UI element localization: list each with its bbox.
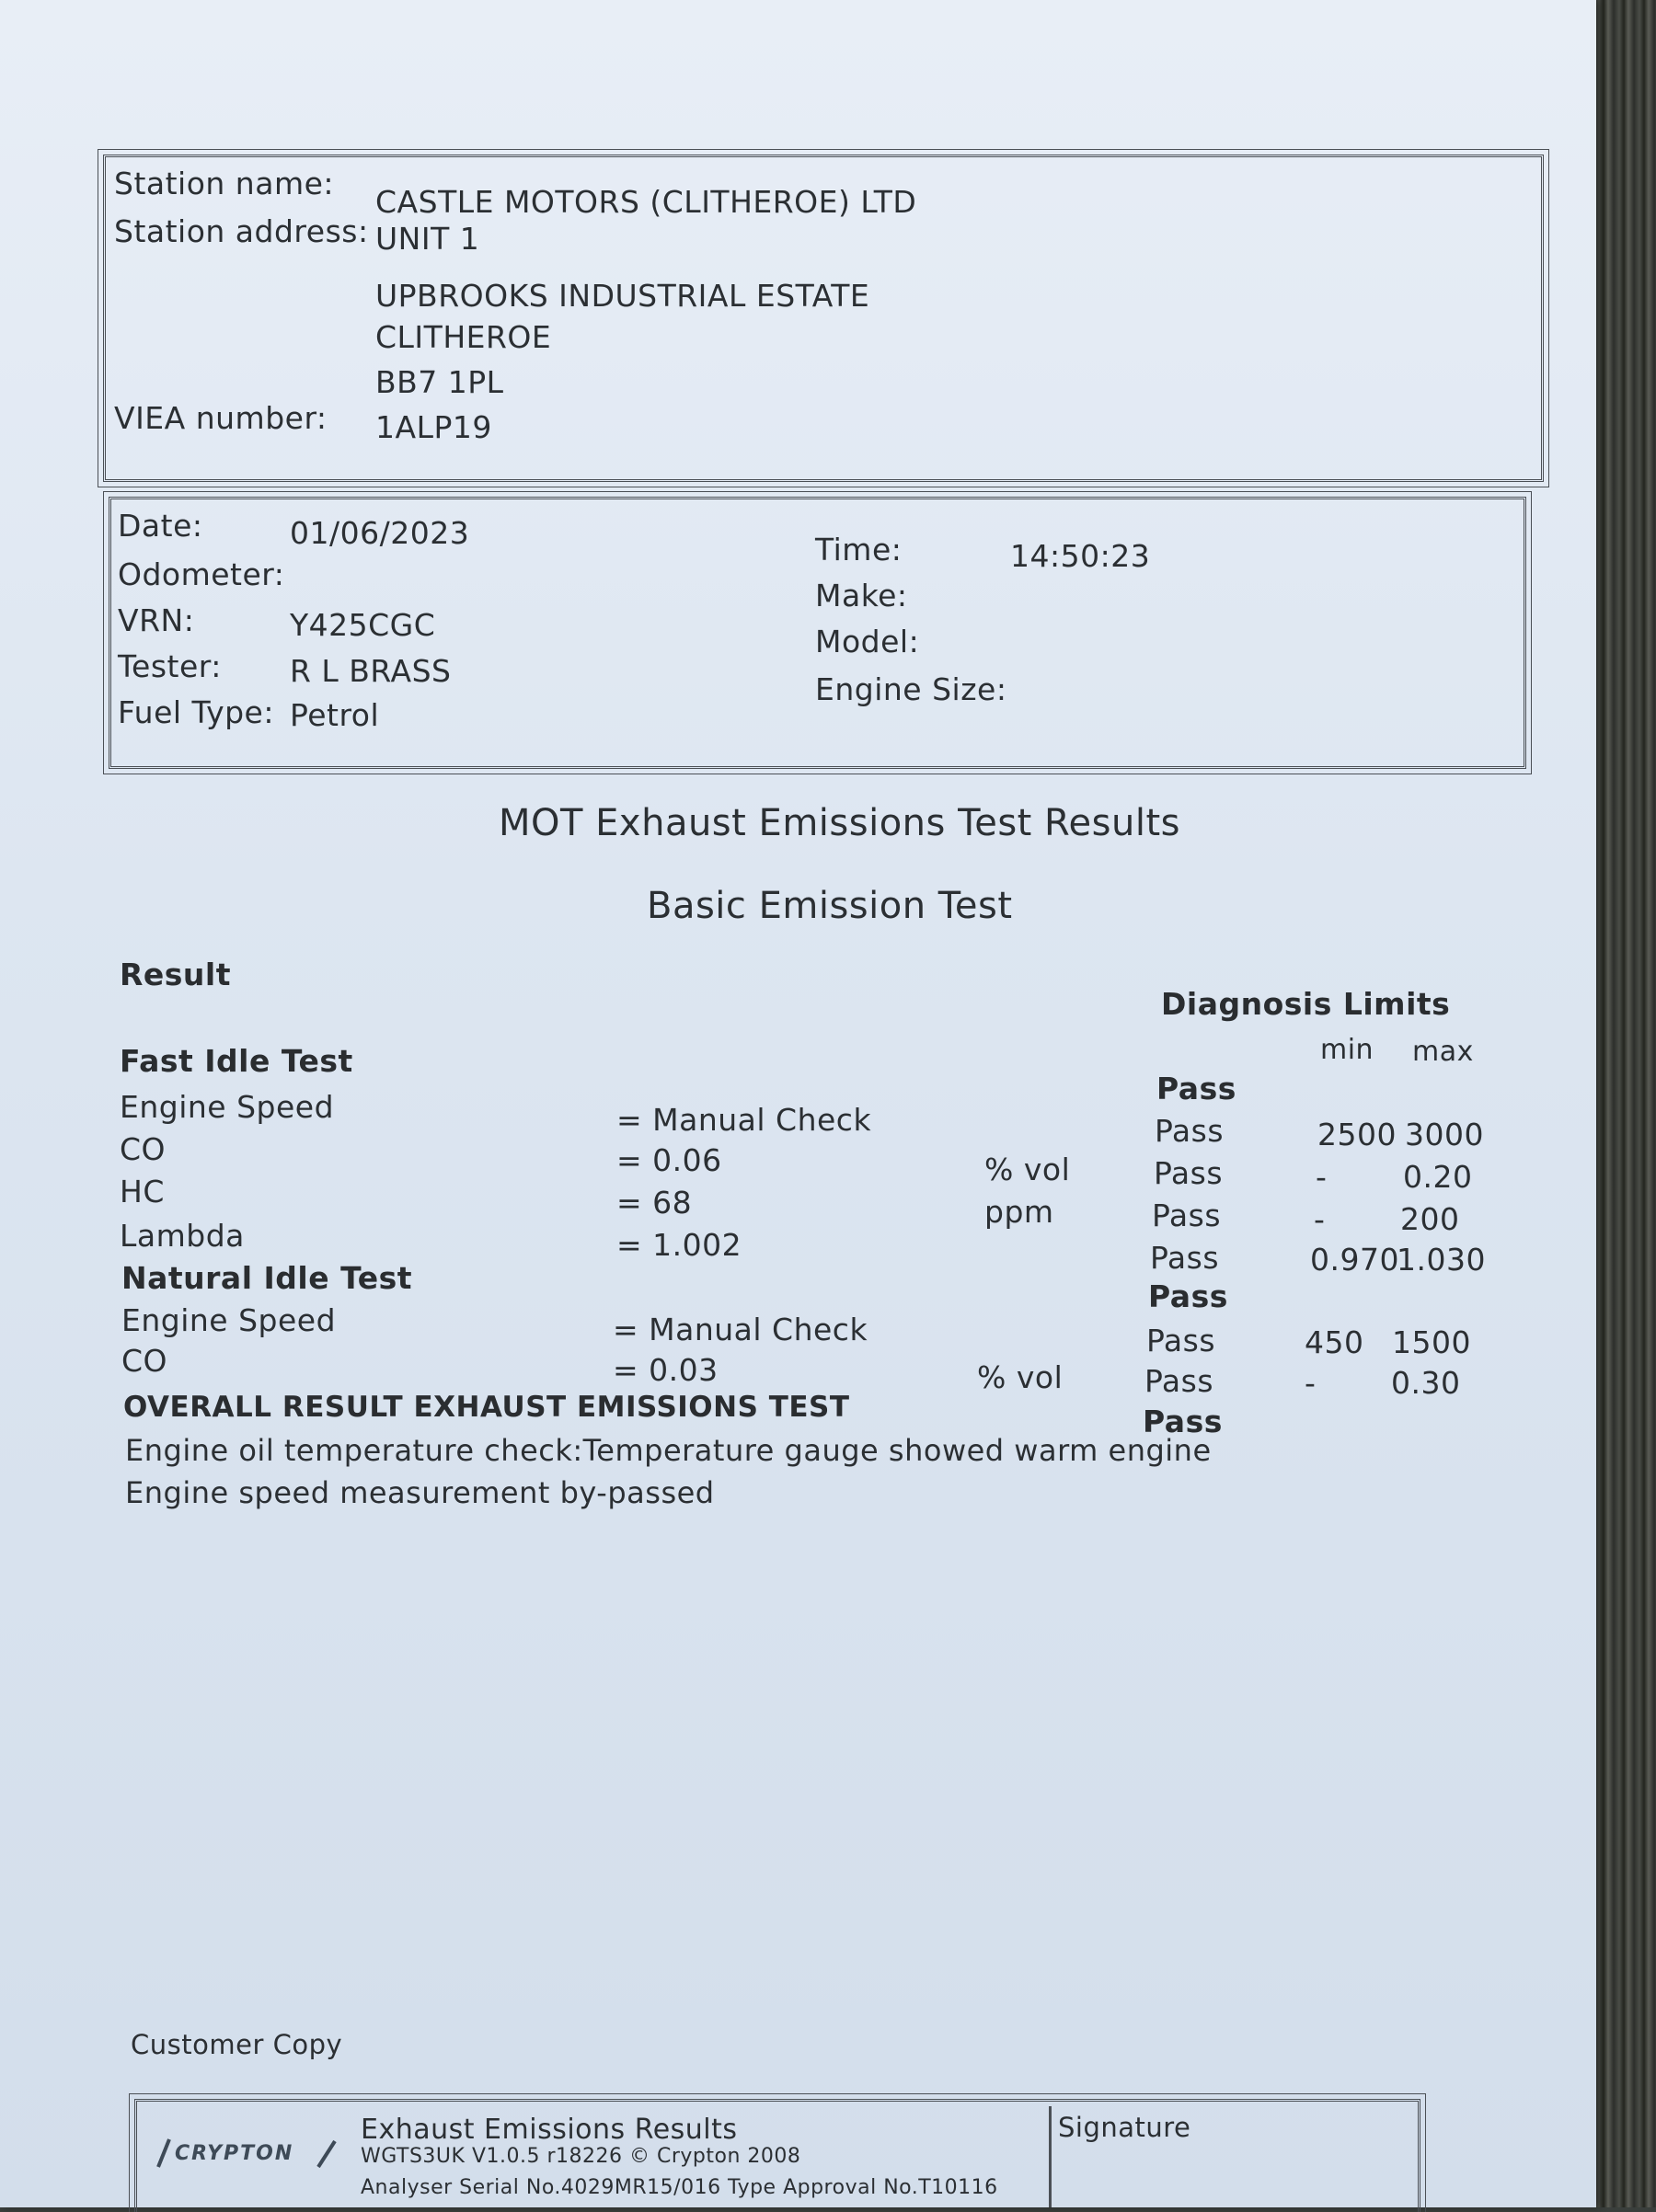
odometer-label: Odometer: bbox=[118, 556, 285, 592]
natural-idle-co-status: Pass bbox=[1144, 1363, 1214, 1399]
engine-size-label: Engine Size: bbox=[815, 671, 1007, 707]
fast-idle-co-value: = 0.06 bbox=[616, 1142, 722, 1178]
note-line-1: Engine oil temperature check:Temperature gauge showed warm engine bbox=[125, 1433, 1212, 1468]
natural-idle-heading: Natural Idle Test bbox=[121, 1260, 413, 1296]
fuel-type-label: Fuel Type: bbox=[118, 694, 274, 730]
fast-idle-engine-speed-status: Pass bbox=[1155, 1113, 1225, 1149]
station-name-label: Station name: bbox=[114, 166, 335, 201]
fast-idle-lambda-status: Pass bbox=[1150, 1240, 1220, 1276]
tester-value: R L BRASS bbox=[290, 653, 452, 689]
viea-number: 1ALP19 bbox=[375, 409, 492, 445]
natural-idle-status: Pass bbox=[1148, 1278, 1228, 1314]
fast-idle-hc-max: 200 bbox=[1400, 1201, 1460, 1237]
fast-idle-hc-unit: ppm bbox=[984, 1194, 1054, 1230]
fast-idle-hc-min: - bbox=[1314, 1201, 1326, 1237]
natural-idle-co-max: 0.30 bbox=[1391, 1365, 1461, 1401]
footer-version: WGTS3UK V1.0.5 r18226 © Crypton 2008 bbox=[361, 2145, 801, 2168]
diagnosis-limits-heading: Diagnosis Limits bbox=[1161, 986, 1451, 1022]
vrn-label: VRN: bbox=[118, 602, 195, 638]
station-name: CASTLE MOTORS (CLITHEROE) LTD bbox=[375, 184, 917, 220]
fast-idle-lambda-min: 0.970 bbox=[1310, 1242, 1399, 1278]
report-subtitle: Basic Emission Test bbox=[647, 885, 1013, 927]
time-label: Time: bbox=[815, 532, 903, 567]
model-label: Model: bbox=[815, 624, 920, 659]
result-heading: Result bbox=[120, 957, 232, 992]
fast-idle-hc-status: Pass bbox=[1152, 1198, 1222, 1233]
signature-divider bbox=[1049, 2106, 1052, 2207]
natural-idle-engine-speed-label: Engine Speed bbox=[121, 1302, 337, 1338]
vrn-value: Y425CGC bbox=[290, 607, 436, 643]
fast-idle-engine-speed-label: Engine Speed bbox=[120, 1089, 335, 1125]
fast-idle-engine-speed-max: 3000 bbox=[1405, 1117, 1484, 1152]
footer-serial: Analyser Serial No.4029MR15/016 Type Approval No.T10116 bbox=[361, 2176, 998, 2199]
tester-label: Tester: bbox=[118, 648, 222, 684]
natural-idle-co-min: - bbox=[1305, 1365, 1317, 1401]
natural-idle-engine-speed-status: Pass bbox=[1146, 1323, 1216, 1358]
signature-label: Signature bbox=[1058, 2112, 1191, 2143]
crypton-logo bbox=[155, 2134, 339, 2171]
overall-result-label: OVERALL RESULT EXHAUST EMISSIONS TEST bbox=[123, 1391, 850, 1424]
fast-idle-lambda-value: = 1.002 bbox=[616, 1227, 742, 1263]
max-column-label: max bbox=[1412, 1036, 1474, 1068]
fast-idle-co-unit: % vol bbox=[984, 1152, 1071, 1187]
station-address-line-1: UNIT 1 bbox=[375, 221, 480, 257]
station-address-line-4: BB7 1PL bbox=[375, 364, 504, 400]
fast-idle-hc-value: = 68 bbox=[616, 1185, 693, 1221]
station-address-label: Station address: bbox=[114, 213, 369, 249]
viea-number-label: VIEA number: bbox=[114, 400, 328, 436]
date-label: Date: bbox=[118, 508, 203, 544]
fast-idle-lambda-max: 1.030 bbox=[1397, 1242, 1486, 1278]
report-title: MOT Exhaust Emissions Test Results bbox=[499, 802, 1180, 844]
fast-idle-engine-speed-value: = Manual Check bbox=[616, 1102, 872, 1138]
fast-idle-heading: Fast Idle Test bbox=[120, 1043, 353, 1079]
fast-idle-co-label: CO bbox=[120, 1131, 167, 1167]
natural-idle-engine-speed-min: 450 bbox=[1305, 1324, 1364, 1360]
time-value: 14:50:23 bbox=[1010, 538, 1151, 574]
logo-text: CRYPTON bbox=[175, 2142, 294, 2165]
natural-idle-co-value: = 0.03 bbox=[613, 1352, 719, 1388]
fast-idle-lambda-label: Lambda bbox=[120, 1218, 245, 1254]
fast-idle-status: Pass bbox=[1156, 1071, 1236, 1106]
fuel-type-value: Petrol bbox=[290, 697, 380, 733]
overall-result-status: Pass bbox=[1143, 1404, 1223, 1439]
min-column-label: min bbox=[1320, 1034, 1374, 1066]
customer-copy-label: Customer Copy bbox=[131, 2029, 343, 2060]
natural-idle-engine-speed-max: 1500 bbox=[1392, 1324, 1471, 1360]
natural-idle-engine-speed-value: = Manual Check bbox=[613, 1312, 868, 1347]
make-label: Make: bbox=[815, 578, 908, 613]
natural-idle-co-label: CO bbox=[121, 1343, 168, 1379]
fast-idle-co-status: Pass bbox=[1154, 1155, 1224, 1191]
station-address-line-3: CLITHEROE bbox=[375, 319, 552, 355]
fast-idle-co-max: 0.20 bbox=[1403, 1159, 1473, 1195]
station-address-line-2: UPBROOKS INDUSTRIAL ESTATE bbox=[375, 278, 870, 314]
fast-idle-hc-label: HC bbox=[120, 1174, 165, 1209]
date-value: 01/06/2023 bbox=[290, 515, 470, 551]
note-line-2: Engine speed measurement by-passed bbox=[125, 1475, 715, 1510]
natural-idle-co-unit: % vol bbox=[977, 1359, 1064, 1395]
fast-idle-engine-speed-min: 2500 bbox=[1317, 1117, 1397, 1152]
fast-idle-co-min: - bbox=[1316, 1159, 1328, 1195]
footer-title: Exhaust Emissions Results bbox=[361, 2114, 738, 2146]
